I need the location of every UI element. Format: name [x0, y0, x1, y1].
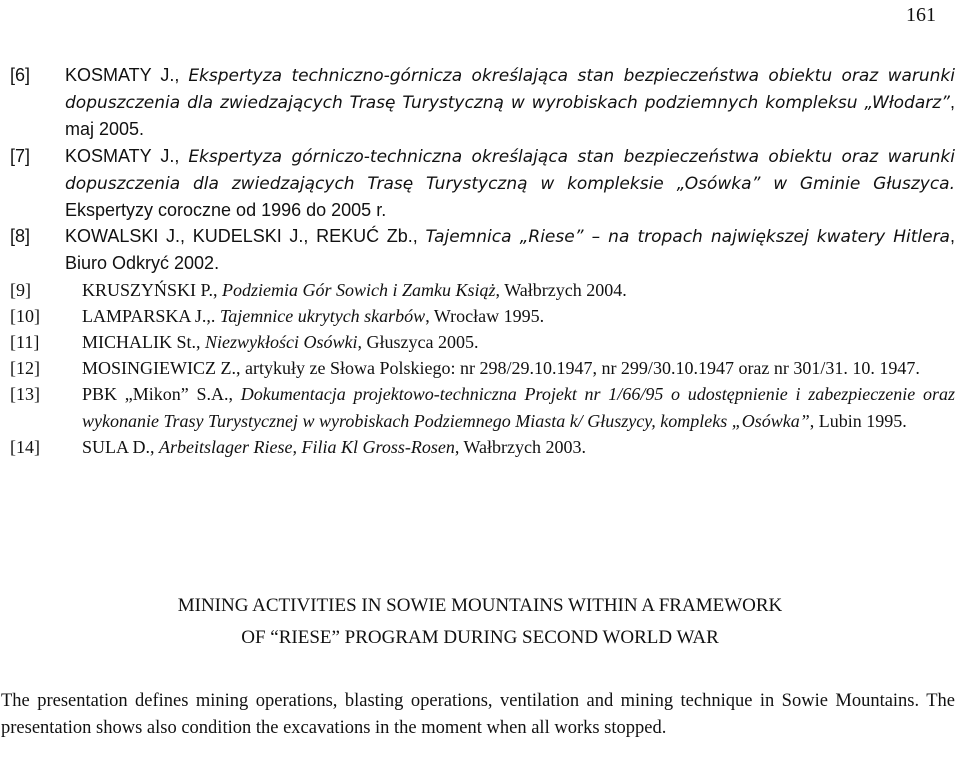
reference-number: [10]: [10, 305, 40, 326]
reference-list: [10, 62, 955, 460]
reference-number: [14]: [10, 436, 40, 457]
abstract: The presentation defines mining operations, blasting operations, ventilation and mining technique in Sowie Mountains. The presentation shows also condition the excavations in the moment when all works stopped.: [1, 691, 955, 739]
reference-segment: PBK „Mikon” S.A.,: [82, 384, 241, 405]
reference-item: [10, 62, 955, 143]
reference-item: [10, 143, 955, 224]
reference-title: Ekspertyza techniczno-górnicza określająca stan bezpieczeństwa obiektu oraz warunki dopuszczenia dla zwiedzających Trasę Turystyczną w wyrobiskach podziemnych kompleksu „Włodarz”: [65, 66, 956, 114]
reference-item: [10, 329, 955, 355]
reference-title: Ekspertyza górniczo-techniczna określająca stan bezpieczeństwa obiektu oraz warunki dopuszczenia dla zwiedzających Trasę Turystyczną w kompleksie „Osówka” w Gminie Głuszyca.: [65, 146, 956, 194]
reference-text: [10, 381, 955, 433]
reference-text: [10, 277, 955, 303]
reference-item: [10, 434, 955, 460]
reference-segment: MICHALIK St.,: [82, 332, 206, 353]
reference-title: Arbeitslager Riese, Filia Kl Gross-Rosen: [159, 436, 455, 457]
reference-item: [10, 381, 955, 433]
english-title-line-1: MINING ACTIVITIES IN SOWIE MOUNTAINS WITHIN A FRAMEWORK: [177, 595, 783, 616]
reference-number: [8]: [10, 226, 31, 247]
reference-segment: LAMPARSKA J.,.: [82, 305, 220, 326]
reference-item: [10, 355, 955, 381]
reference-segment: KOSMATY J.,: [65, 65, 189, 85]
reference-item: [10, 223, 955, 276]
reference-text: [10, 434, 955, 460]
reference-number: [6]: [10, 65, 31, 85]
reference-title: Niezwykłości Osówki: [205, 332, 358, 353]
reference-item: [10, 277, 955, 303]
reference-segment: Ekspertyzy coroczne od 1996 do 2005 r.: [65, 200, 387, 221]
page-number: 161: [906, 4, 936, 26]
reference-segment: , Biuro Odkryć 2002.: [65, 226, 955, 274]
reference-segment: , Wałbrzych 2004.: [495, 279, 627, 300]
reference-number: [11]: [10, 332, 40, 353]
reference-number: [9]: [10, 279, 31, 300]
reference-text: [10, 355, 955, 381]
reference-title: Tajemnice ukrytych skarbów: [219, 305, 426, 326]
reference-text: [10, 223, 955, 276]
reference-segment: SULA D.,: [82, 436, 160, 457]
reference-title: Tajemnica „Riese” – na tropach największej kwatery Hitlera: [425, 227, 950, 248]
reference-item: [10, 303, 955, 329]
reference-segment: KOWALSKI J., KUDELSKI J., REKUĆ Zb.,: [65, 226, 426, 247]
reference-number: [12]: [10, 358, 40, 379]
reference-title: Podziemia Gór Sowich i Zamku Książ: [222, 279, 496, 300]
english-title: [0, 590, 960, 654]
reference-segment: KRUSZYŃSKI P.,: [82, 279, 223, 300]
reference-text: [10, 62, 955, 143]
reference-text: [10, 329, 955, 355]
reference-text: [10, 303, 955, 329]
reference-segment: , maj 2005.: [65, 92, 955, 140]
reference-segment: , Lubin 1995.: [809, 410, 907, 431]
reference-text: [10, 143, 955, 224]
reference-segment: KOSMATY J.,: [65, 145, 189, 166]
reference-title: Dokumentacja projektowo-techniczna Projekt nr 1/66/95 o udostępnienie i zabezpieczenie oraz wykonanie Trasy Turystycznej w wyrobiskach Podziemnego Miasta k/ Głuszycy, kompleks „Osówka”: [82, 384, 955, 431]
reference-segment: , Wrocław 1995.: [425, 305, 545, 326]
reference-segment: , Głuszyca 2005.: [357, 332, 479, 353]
reference-segment: , Wałbrzych 2003.: [454, 436, 587, 457]
reference-number: [13]: [10, 384, 40, 405]
reference-number: [7]: [10, 145, 31, 166]
reference-segment: MOSINGIEWICZ Z., artykuły ze Słowa Polskiego: nr 298/29.10.1947, nr 299/30.10.1947 oraz nr 301/31. 10. 1947.: [82, 358, 920, 379]
english-title-line-2: OF “RIESE” PROGRAM DURING SECOND WORLD WAR: [241, 627, 719, 648]
